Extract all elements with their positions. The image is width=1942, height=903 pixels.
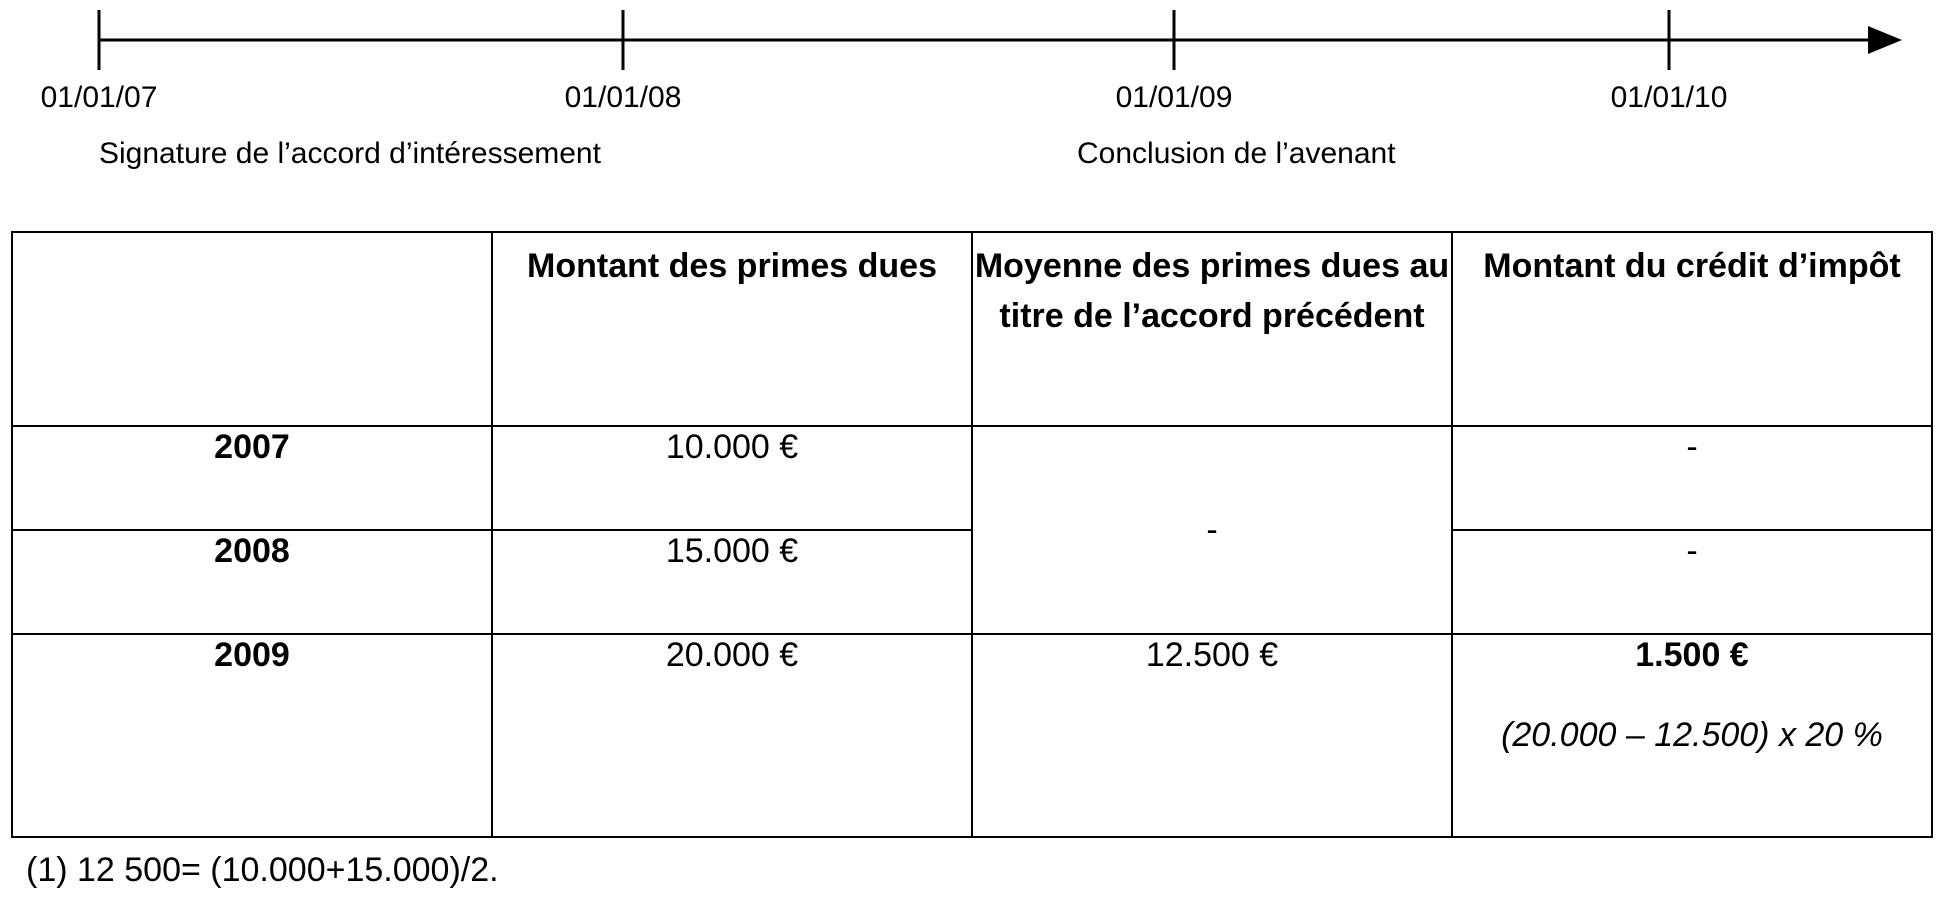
timeline-axis (0, 0, 1942, 80)
timeline-date-2007: 01/01/07 (40, 81, 158, 114)
moyenne-merged-cell: - (972, 426, 1452, 634)
table-header-row (12, 232, 1932, 426)
header-moyenne: Moyenne des primes dues au titre de l’accord précédent (972, 232, 1452, 426)
table-row (12, 426, 1932, 530)
credit-cell: - (1452, 426, 1932, 530)
timeline-date-2009: 01/01/09 (1115, 81, 1233, 114)
timeline-date-2008: 01/01/08 (564, 81, 682, 114)
year-cell: 2009 (12, 634, 492, 837)
year-cell: 2007 (12, 426, 492, 530)
timeline-date-2010: 01/01/10 (1610, 81, 1728, 114)
header-credit: Montant du crédit d’impôt (1452, 232, 1932, 426)
timeline-event-avenant: Conclusion de l’avenant (1077, 137, 1396, 170)
header-montant: Montant des primes dues (492, 232, 972, 426)
timeline-arrowhead (1868, 26, 1902, 54)
footnote: (1) 12 500= (10.000+15.000)/2. (26, 851, 499, 889)
moyenne-cell: 12.500 € (972, 634, 1452, 837)
timeline (0, 0, 1942, 190)
montant-cell: 20.000 € (492, 634, 972, 837)
table-row (12, 634, 1932, 837)
timeline-event-signature: Signature de l’accord d’intéressement (99, 137, 601, 170)
credit-cell: - (1452, 530, 1932, 634)
year-cell: 2008 (12, 530, 492, 634)
credit-table (11, 231, 1933, 838)
montant-cell: 15.000 € (492, 530, 972, 634)
credit-amount: 1.500 € (1635, 636, 1749, 674)
montant-cell: 10.000 € (492, 426, 972, 530)
credit-formula: (20.000 – 12.500) x 20 % (1501, 716, 1883, 754)
header-empty (12, 232, 492, 426)
credit-cell (1452, 634, 1932, 837)
